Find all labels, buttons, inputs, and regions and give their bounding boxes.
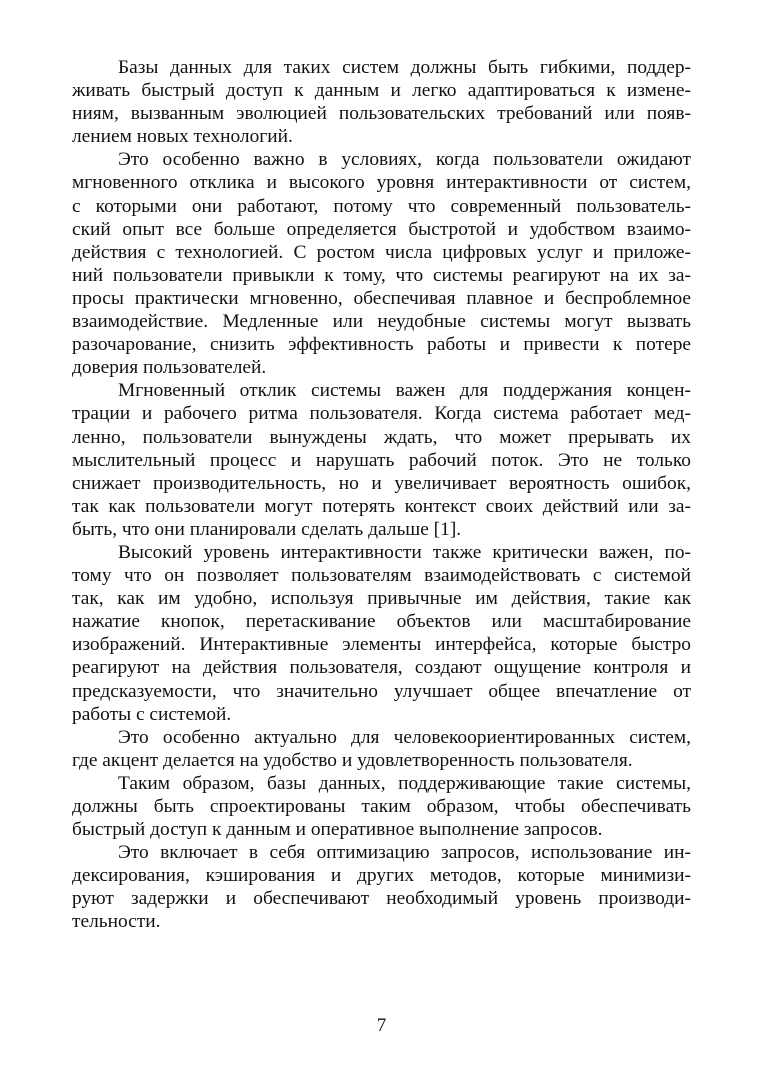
text-line: ленно, пользователи вынуждены ждать, что может прерывать их bbox=[72, 426, 691, 448]
text-line: Это особенно актуально для человекоориентированных систем, bbox=[118, 726, 691, 748]
text-line: где акцент делается на удобство и удовлетворенность пользователя. bbox=[72, 749, 633, 771]
text-line: руют задержки и обеспечивают необходимый уровень производи- bbox=[72, 888, 691, 910]
text-line: трации и рабочего ритма пользователя. Когда система работает мед- bbox=[72, 403, 691, 425]
text-line: так как пользователи могут потерять контекст своих действий или за- bbox=[72, 495, 691, 517]
text-line: Это особенно важно в условиях, когда пользователи ожидают bbox=[118, 149, 691, 171]
text-line: снижает производительность, но и увеличивает вероятность ошибок, bbox=[72, 472, 691, 494]
text-line: предсказуемости, что значительно улучшает общее впечатление от bbox=[72, 680, 691, 702]
text-line: ний пользователи привыкли к тому, что системы реагируют на их за- bbox=[72, 264, 691, 286]
text-line: ский опыт все больше определяется быстротой и удобством взаимо- bbox=[72, 218, 691, 240]
paragraph bbox=[72, 726, 691, 772]
text-line: дексирования, кэширования и других методов, которые минимизи- bbox=[72, 865, 691, 887]
text-line: действия с технологией. С ростом числа цифровых услуг и приложе- bbox=[72, 241, 691, 263]
text-line: просы практически мгновенно, обеспечивая плавное и беспроблемное bbox=[72, 287, 691, 309]
text-line: тельности. bbox=[72, 911, 161, 933]
text-line: так, как им удобно, используя привычные им действия, такие как bbox=[72, 588, 691, 610]
text-line: Базы данных для таких систем должны быть гибкими, поддер- bbox=[118, 57, 691, 78]
text-line: быть, что они планировали сделать дальше [1]. bbox=[72, 518, 462, 540]
body-text bbox=[72, 56, 691, 934]
paragraph bbox=[72, 56, 691, 148]
text-line: ниям, вызванным эволюцией пользовательских требований или появ- bbox=[72, 103, 691, 125]
text-line: доверия пользователей. bbox=[72, 357, 267, 379]
text-line: Высокий уровень интерактивности также критически важен, по- bbox=[118, 541, 691, 563]
text-line: с которыми они работают, потому что современный пользователь- bbox=[72, 195, 691, 217]
text-line: мыслительный процесс и нарушать рабочий поток. Это не только bbox=[72, 449, 691, 471]
text-line: живать быстрый доступ к данным и легко адаптироваться к измене- bbox=[72, 80, 691, 102]
text-line: Таким образом, базы данных, поддерживающие такие системы, bbox=[118, 772, 691, 794]
text-line: Это включает в себя оптимизацию запросов, использование ин- bbox=[118, 842, 691, 864]
paragraph bbox=[72, 841, 691, 933]
paragraph bbox=[72, 148, 691, 379]
text-line: тому что он позволяет пользователям взаимодействовать с системой bbox=[72, 565, 691, 587]
text-line: работы с системой. bbox=[72, 703, 232, 725]
text-line: быстрый доступ к данным и оперативное выполнение запросов. bbox=[72, 819, 603, 841]
text-line: разочарование, снизить эффективность работы и привести к потере bbox=[72, 334, 691, 356]
text-line: реагируют на действия пользователя, создают ощущение контроля и bbox=[72, 657, 691, 679]
paragraph bbox=[72, 379, 691, 541]
text-line: Мгновенный отклик системы важен для поддержания концен- bbox=[118, 380, 691, 402]
paragraph bbox=[72, 541, 691, 726]
text-line: изображений. Интерактивные элементы интерфейса, которые быстро bbox=[72, 634, 691, 656]
text-line: лением новых технологий. bbox=[72, 126, 293, 148]
page-number: 7 bbox=[376, 1015, 387, 1036]
paragraph bbox=[72, 772, 691, 841]
text-line: мгновенного отклика и высокого уровня интерактивности от систем, bbox=[72, 172, 691, 194]
text-line: взаимодействие. Медленные или неудобные системы могут вызвать bbox=[72, 311, 691, 333]
text-line: должны быть спроектированы таким образом, чтобы обеспечивать bbox=[72, 796, 691, 817]
text-line: нажатие кнопок, перетаскивание объектов или масштабирование bbox=[72, 611, 691, 633]
